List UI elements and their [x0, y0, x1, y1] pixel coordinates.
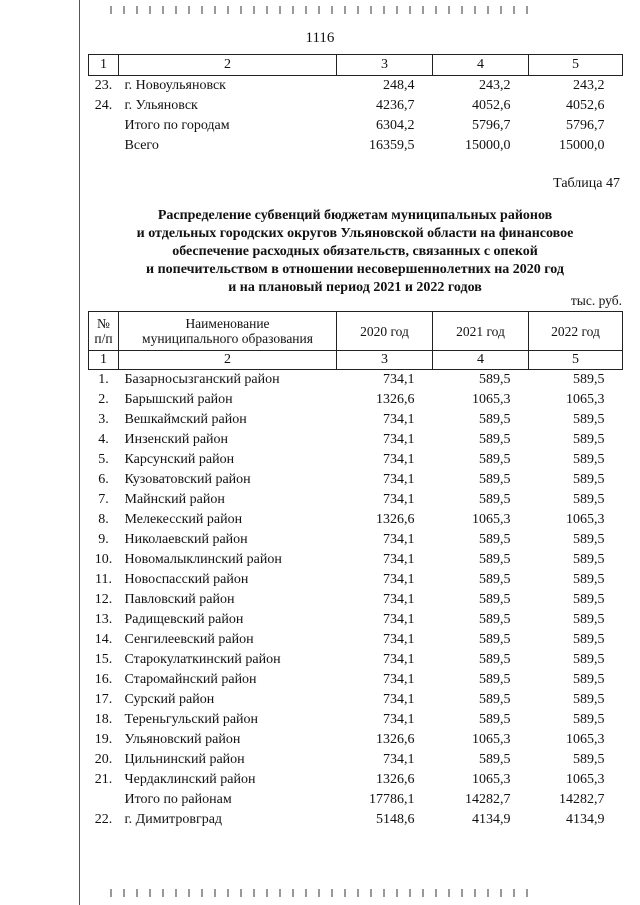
value-2022: 1065,3: [566, 512, 605, 527]
value-2022: 589,5: [573, 372, 605, 387]
column-number: 3: [337, 55, 433, 76]
table-row: [89, 76, 623, 97]
row-name: Итого по районам: [124, 792, 232, 807]
table-row: [89, 530, 623, 550]
row-name: г. Димитровград: [124, 812, 223, 827]
value-2022: 589,5: [573, 572, 605, 587]
value-2021: 589,5: [479, 672, 511, 687]
value-2020: 734,1: [383, 672, 415, 687]
value-2020: 734,1: [383, 452, 415, 467]
value-2022: 589,5: [573, 632, 605, 647]
table-row: [89, 470, 623, 490]
table-row: [89, 610, 623, 630]
header-number-line: п/п: [94, 331, 113, 346]
column-number: 3: [337, 351, 433, 370]
table-row: [89, 450, 623, 470]
header-row: [89, 312, 623, 351]
value-2022: 15000,0: [559, 138, 605, 153]
value-2022: 589,5: [573, 752, 605, 767]
row-number: 7.: [98, 492, 109, 507]
value-2020: 734,1: [383, 412, 415, 427]
value-2021: 1065,3: [472, 772, 511, 787]
value-2020: 734,1: [383, 592, 415, 607]
row-number: 6.: [98, 472, 109, 487]
value-2020: 734,1: [383, 472, 415, 487]
value-2020: 734,1: [383, 572, 415, 587]
table-row: [89, 670, 623, 690]
row-name: Старомайнский район: [124, 672, 257, 687]
value-2022: 5796,7: [566, 118, 605, 133]
table-row: [89, 510, 623, 530]
value-2021: 589,5: [479, 472, 511, 487]
table-row: [89, 750, 623, 770]
row-number: 16.: [94, 672, 113, 687]
value-2022: 589,5: [573, 412, 605, 427]
column-number: 5: [529, 55, 623, 76]
value-2022: 589,5: [573, 432, 605, 447]
value-2020: 5148,6: [376, 812, 415, 827]
value-2020: 734,1: [383, 552, 415, 567]
table-row: [89, 690, 623, 710]
value-2021: 4134,9: [472, 812, 511, 827]
value-2021: 589,5: [479, 572, 511, 587]
row-name: Ульяновский район: [124, 732, 241, 747]
value-2020: 734,1: [383, 492, 415, 507]
row-name: Сурский район: [124, 692, 215, 707]
subvention-table: [88, 311, 623, 830]
table-row: [89, 116, 623, 136]
table-row: [89, 370, 623, 391]
value-2021: 5796,7: [472, 118, 511, 133]
value-2022: 14282,7: [559, 792, 605, 807]
column-number: 2: [119, 55, 337, 76]
table-row: [89, 96, 623, 116]
row-name: Инзенский район: [124, 432, 229, 447]
row-name: Тереньгульский район: [124, 712, 259, 727]
value-2021: 589,5: [479, 612, 511, 627]
value-2021: 14282,7: [465, 792, 511, 807]
value-2020: 1326,6: [376, 772, 415, 787]
row-name: Старокулаткинский район: [124, 652, 281, 667]
row-number: 17.: [94, 692, 113, 707]
value-2022: 589,5: [573, 692, 605, 707]
value-2020: 16359,5: [369, 138, 415, 153]
value-2021: 589,5: [479, 432, 511, 447]
row-number: 24.: [94, 98, 113, 113]
value-2022: 589,5: [573, 652, 605, 667]
units-label: тыс. руб.: [570, 293, 622, 308]
header-2020: 2020 год: [337, 312, 433, 351]
value-2020: 734,1: [383, 712, 415, 727]
row-name: Новоспасский район: [124, 572, 249, 587]
caption-line: и на плановый период 2021 и 2022 годов: [228, 280, 482, 295]
row-number: [89, 136, 119, 156]
row-name: г. Ульяновск: [124, 98, 198, 113]
row-number: 11.: [95, 572, 112, 587]
value-2021: 243,2: [479, 78, 511, 93]
value-2020: 734,1: [383, 652, 415, 667]
value-2020: 734,1: [383, 692, 415, 707]
row-number: 1.: [98, 372, 109, 387]
value-2021: 589,5: [479, 412, 511, 427]
caption-line: и отдельных городских округов Ульяновской области на финансовое: [136, 226, 574, 241]
value-2022: 4052,6: [566, 98, 605, 113]
row-number: 4.: [98, 432, 109, 447]
row-number: 19.: [94, 732, 113, 747]
row-number: 21.: [94, 772, 113, 787]
row-number: 22.: [94, 812, 113, 827]
value-2020: 734,1: [383, 432, 415, 447]
value-2022: 589,5: [573, 472, 605, 487]
value-2021: 589,5: [479, 592, 511, 607]
header-number: [89, 312, 119, 351]
value-2020: 1326,6: [376, 512, 415, 527]
column-number: 1: [89, 351, 119, 370]
table-row: [89, 490, 623, 510]
value-2022: 589,5: [573, 592, 605, 607]
header-name: [119, 312, 337, 351]
value-2021: 1065,3: [472, 392, 511, 407]
table-row: [89, 590, 623, 610]
row-name: Радищевский район: [124, 612, 244, 627]
value-2020: 734,1: [383, 532, 415, 547]
header-number-line: №: [97, 316, 110, 331]
value-2020: 17786,1: [369, 792, 415, 807]
row-name: Итого по городам: [124, 118, 230, 133]
row-number: 9.: [98, 532, 109, 547]
table-row: [89, 630, 623, 650]
value-2021: 589,5: [479, 632, 511, 647]
row-number: 23.: [94, 78, 113, 93]
value-2022: 589,5: [573, 532, 605, 547]
header-2021: 2021 год: [433, 312, 529, 351]
row-number: 14.: [94, 632, 113, 647]
caption-line: обеспечение расходных обязательств, связанных с опекой: [172, 244, 538, 259]
table-row: [89, 570, 623, 590]
table-row: [89, 550, 623, 570]
scan-artifact-top: [110, 6, 530, 14]
value-2020: 734,1: [383, 752, 415, 767]
value-2022: 243,2: [573, 78, 605, 93]
column-number: 1: [89, 55, 119, 76]
row-name: Новомалыклинский район: [124, 552, 282, 567]
row-name: Базарносызганский район: [124, 372, 280, 387]
table-row: [89, 136, 623, 156]
header-name-line: муниципального образования: [142, 331, 313, 346]
row-number: 20.: [94, 752, 113, 767]
row-name: Мелекесский район: [124, 512, 243, 527]
column-number: 4: [433, 55, 529, 76]
table-row: [89, 430, 623, 450]
row-name: г. Новоульяновск: [124, 78, 226, 93]
value-2022: 4134,9: [566, 812, 605, 827]
table-row: [89, 650, 623, 670]
row-name: Карсунский район: [124, 452, 235, 467]
row-number: 2.: [98, 392, 109, 407]
value-2021: 589,5: [479, 552, 511, 567]
row-name: Сенгилеевский район: [124, 632, 254, 647]
value-2021: 589,5: [479, 372, 511, 387]
value-2020: 734,1: [383, 372, 415, 387]
value-2021: 15000,0: [465, 138, 511, 153]
row-name: Кузоватовский район: [124, 472, 251, 487]
value-2022: 1065,3: [566, 772, 605, 787]
value-2022: 589,5: [573, 612, 605, 627]
caption-line: и попечительством в отношении несовершеннолетних на 2020 год: [146, 262, 564, 277]
value-2020: 6304,2: [376, 118, 415, 133]
row-name: Всего: [124, 138, 159, 153]
value-2020: 734,1: [383, 632, 415, 647]
value-2021: 1065,3: [472, 732, 511, 747]
value-2022: 589,5: [573, 552, 605, 567]
row-number: 15.: [94, 652, 113, 667]
value-2020: 4236,7: [376, 98, 415, 113]
row-name: Николаевский район: [124, 532, 248, 547]
table-label: Таблица 47: [553, 176, 620, 191]
row-number: 12.: [94, 592, 113, 607]
value-2022: 1065,3: [566, 392, 605, 407]
row-number: 13.: [94, 612, 113, 627]
table-row: [89, 810, 623, 830]
value-2022: 589,5: [573, 452, 605, 467]
row-number: 3.: [98, 412, 109, 427]
row-number: 5.: [98, 452, 109, 467]
column-number-row: [89, 351, 623, 370]
table-caption: [88, 207, 622, 297]
table-row: [89, 770, 623, 790]
row-number: 18.: [94, 712, 113, 727]
table-row: [89, 390, 623, 410]
caption-line: Распределение субвенций бюджетам муниципальных районов: [157, 208, 553, 223]
row-number: [89, 790, 119, 810]
value-2022: 589,5: [573, 492, 605, 507]
table-row: [89, 710, 623, 730]
page-number: 1116: [305, 30, 335, 46]
column-number: 5: [529, 351, 623, 370]
value-2021: 589,5: [479, 752, 511, 767]
row-name: Павловский район: [124, 592, 235, 607]
row-number: 8.: [98, 512, 109, 527]
value-2021: 589,5: [479, 712, 511, 727]
column-number-row: [89, 55, 623, 76]
value-2022: 589,5: [573, 712, 605, 727]
value-2021: 589,5: [479, 692, 511, 707]
row-name: Барышский район: [124, 392, 233, 407]
row-number: [89, 116, 119, 136]
value-2020: 734,1: [383, 612, 415, 627]
scan-artifact-bottom: [110, 889, 530, 897]
row-name: Цильнинский район: [124, 752, 245, 767]
header-name-line: Наименование: [185, 316, 270, 331]
value-2022: 1065,3: [566, 732, 605, 747]
value-2022: 589,5: [573, 672, 605, 687]
column-number: 2: [119, 351, 337, 370]
header-2022: 2022 год: [529, 312, 623, 351]
row-name: Вешкаймский район: [124, 412, 247, 427]
value-2021: 589,5: [479, 652, 511, 667]
value-2020: 1326,6: [376, 392, 415, 407]
page-binding-edge: [79, 0, 80, 905]
value-2020: 1326,6: [376, 732, 415, 747]
table-row: [89, 410, 623, 430]
value-2021: 589,5: [479, 532, 511, 547]
row-name: Майнский район: [124, 492, 225, 507]
value-2021: 1065,3: [472, 512, 511, 527]
row-name: Чердаклинский район: [124, 772, 256, 787]
table-row: [89, 790, 623, 810]
value-2021: 589,5: [479, 452, 511, 467]
continued-table: [88, 54, 623, 156]
value-2020: 248,4: [383, 78, 415, 93]
column-number: 4: [433, 351, 529, 370]
value-2021: 4052,6: [472, 98, 511, 113]
row-number: 10.: [94, 552, 113, 567]
value-2021: 589,5: [479, 492, 511, 507]
table-row: [89, 730, 623, 750]
